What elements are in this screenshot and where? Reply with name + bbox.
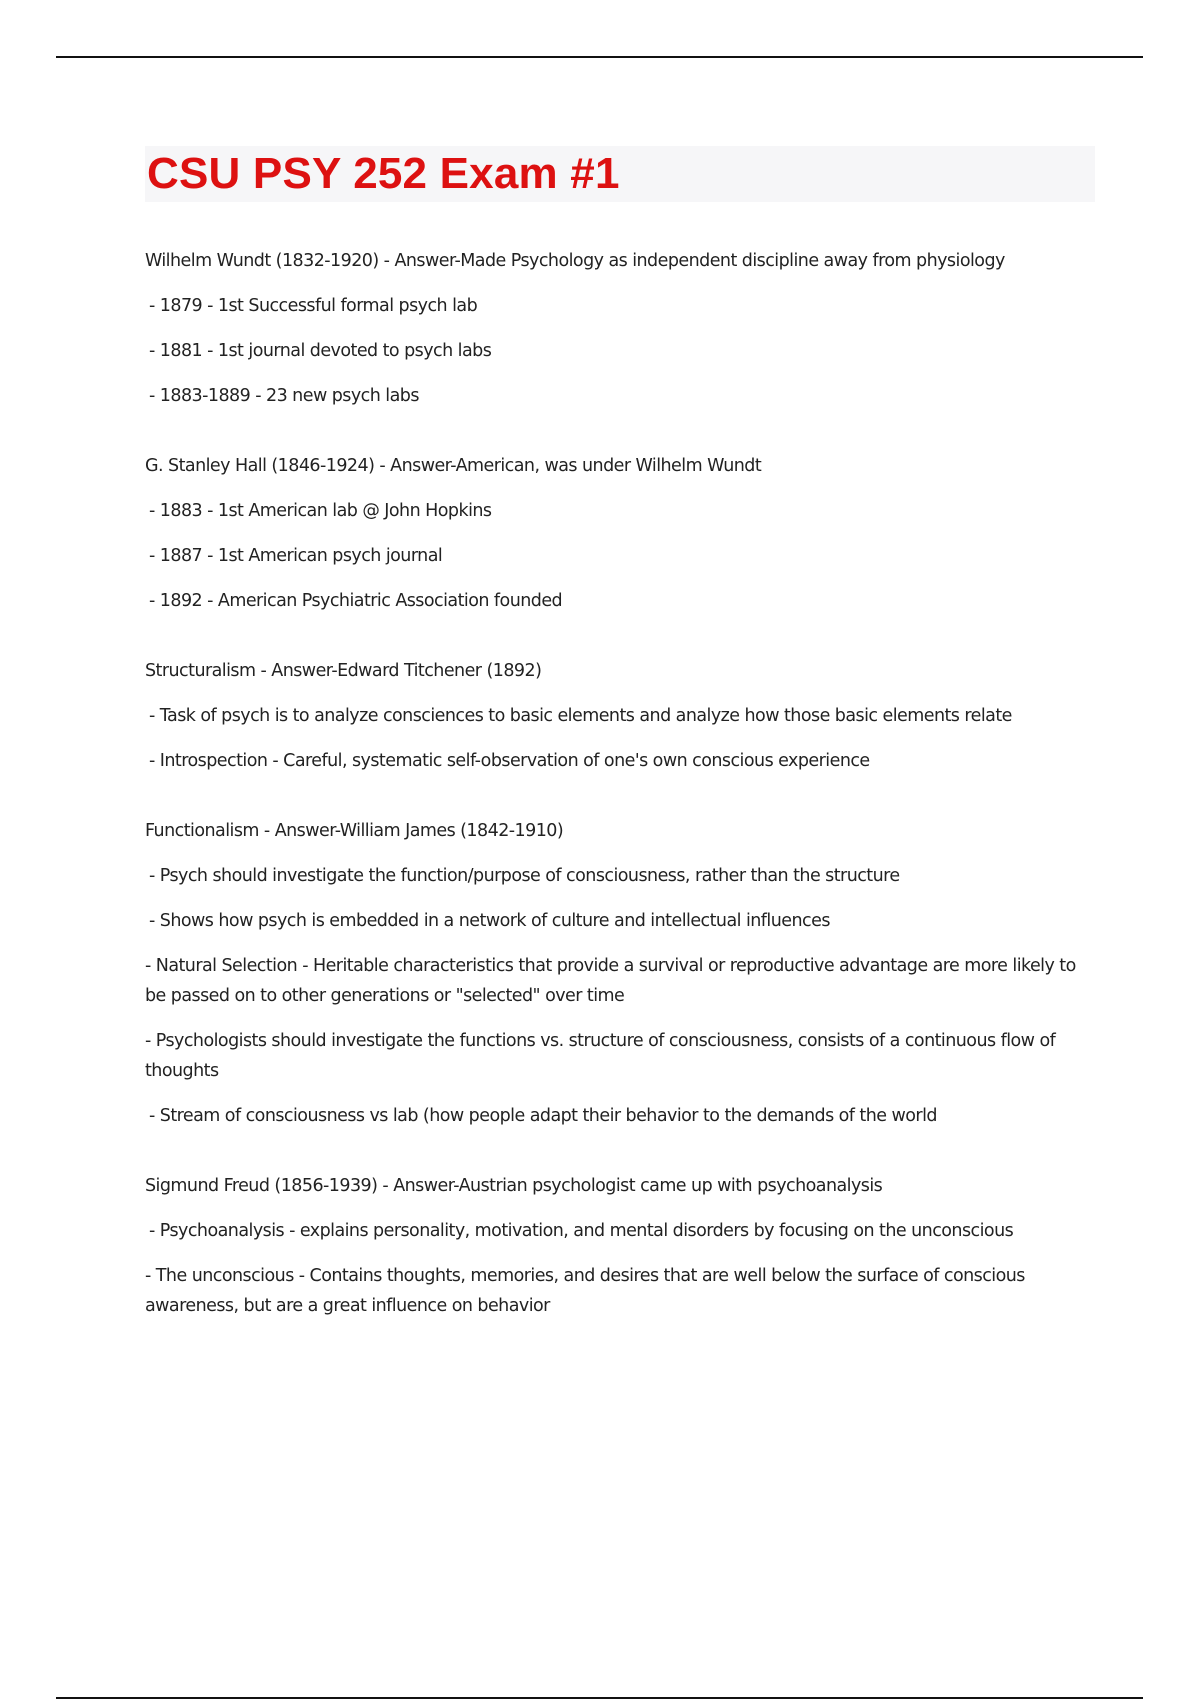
bottom-rule <box>56 1697 1143 1699</box>
entry-point: - 1879 - 1st Successful formal psych lab <box>149 296 478 316</box>
entry-term: G. Stanley Hall (1846-1924) - Answer-American, was under Wilhelm Wundt <box>145 456 762 476</box>
entry-term: Sigmund Freud (1856-1939) - Answer-Austrian psychologist came up with psychoanalysis <box>145 1176 883 1196</box>
entry-point: - The unconscious - Contains thoughts, memories, and desires that are well below the surface of conscious awareness, but are a great influence on behavior <box>145 1266 1025 1316</box>
entry-term: Functionalism - Answer-William James (1842-1910) <box>145 821 564 841</box>
entry-point: - Shows how psych is embedded in a network of culture and intellectual influences <box>149 911 830 931</box>
entry-point: - Natural Selection - Heritable characteristics that provide a survival or reproductive advantage are more likely to be passed on to other generations or "selected" over time <box>145 956 1076 1006</box>
entry-point: - Psychoanalysis - explains personality, motivation, and mental disorders by focusing on the unconscious <box>149 1221 1014 1241</box>
entry-point: - Stream of consciousness vs lab (how people adapt their behavior to the demands of the world <box>149 1106 937 1126</box>
document-title: CSU PSY 252 Exam #1 <box>147 149 620 198</box>
entry-point: - 1887 - 1st American psych journal <box>149 546 443 566</box>
entry-term: Structuralism - Answer-Edward Titchener (1892) <box>145 661 542 681</box>
entry-term: Wilhelm Wundt (1832-1920) - Answer-Made Psychology as independent discipline away from physiology <box>145 251 1005 271</box>
top-rule <box>56 56 1143 58</box>
entry-point: - Psychologists should investigate the functions vs. structure of consciousness, consists of a continuous flow of thoughts <box>145 1031 1056 1081</box>
document-body <box>145 146 1095 1361</box>
entry-point: - 1881 - 1st journal devoted to psych labs <box>149 341 492 361</box>
title-banner <box>145 146 1095 202</box>
entry-point: - Introspection - Careful, systematic self-observation of one's own conscious experience <box>149 751 870 771</box>
entry-point: - 1883 - 1st American lab @ John Hopkins <box>149 501 492 521</box>
entry-structuralism <box>145 656 1095 776</box>
entry-point: - Psych should investigate the function/purpose of consciousness, rather than the structure <box>149 866 900 886</box>
entry-point: - Task of psych is to analyze consciences to basic elements and analyze how those basic elements relate <box>149 706 1012 726</box>
entry-hall <box>145 451 1095 616</box>
entry-freud <box>145 1171 1095 1321</box>
entry-point: - 1892 - American Psychiatric Association founded <box>149 591 563 611</box>
entry-point: - 1883-1889 - 23 new psych labs <box>149 386 419 406</box>
entry-wundt <box>145 246 1095 411</box>
entry-functionalism <box>145 816 1095 1131</box>
